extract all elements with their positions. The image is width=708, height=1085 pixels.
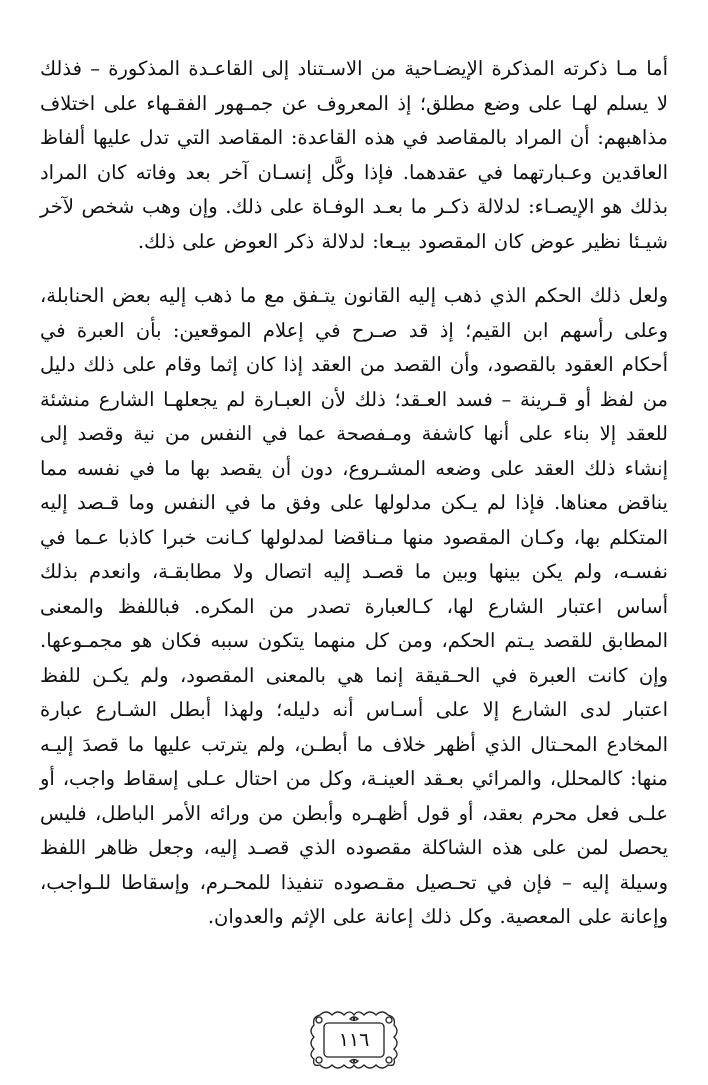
paragraph-1: أما مـا ذكرته المذكرة الإيضـاحية من الاسـتناد إلى القاعـدة المذكورة – فذلك لا يسلم لهـا على وضع مطلق؛ إذ المعروف عن جمـهور الفقـهاء على اختلاف مذاهبهم: أن المراد بالمقاصد في هذه القاعدة: المقاصد التي تدل عليها ألفاظ العاقدين وعـبارتهما في عقدهما. فإذا وكَّل إنسـان آخر بعد وفاته كان المراد بذلك هو الإيصـاء: لدلالة ذكـر ما بعـد الوفـاة على ذلك. وإن وهب شخص لآخر شيـئا نظير عوض كان المقصود بيـعا: لدلالة ذكر العوض على ذلك. [40,57,668,253]
page-number-ornament [306,1007,402,1073]
page-body [40,52,668,935]
page-number: ١١٦ [338,1029,370,1051]
paragraph-2: ولعل ذلك الحكم الذي ذهب إليه القانون يتـفق مع ما ذهب إليه بعض الحنابلة، وعلى رأسهم ابن القيم؛ إذ قد صـرح في إعلام الموقعين: بأن العبرة في أحكام العقود بالقصود، وأن القصد من العقد إذا كان إثما وقام على ذلك دليل من لفظ أو قـرينة – فسد العـقد؛ ذلك لأن العبـارة لم يجعلهـا الشارع منشئة للعقد إلا بناء على أنها كاشفة ومـفصحة عما في النفس من نية وقصد إلى إنشاء ذلك العقد على وضعه المشـروع، دون أن يقصد بها ما في نفسه مما يناقض معناها. فإذا لم يـكن مدلولها على وفق ما في النفس وما قـصد إليه المتكلم بها، وكـان المقصود منها مـناقضا لمدلولها كـانت خبرا كاذبا عـما في نفسـه، ولم يكن بينها وبين ما قصـد إليه اتصال ولا مطابقـة، وانعدم بذلك أساس اعتبار الشارع لها، كـالعبارة تصدر من المكره. فباللفظ والمعنى المطابق للقصد يـتم الحكم، ومن كل منهما يتكون سببه فكان هو مجمـوعها. وإن كانت العبرة في الحـقيقة إنما هي بالمعنى المقصود، ولم يكـن للفظ اعتبار لدى الشارع إلا على أسـاس أنه دليله؛ ولهذا أبطل الشـارع عبارة المخادع المحـتال الذي أظهر خلاف ما أبطـن، ولم يترتب عليها ما قصدَ إليـه منها: كالمحلل، والمرائي بعـقد العينـة، وكل من احتال عـلى إسقاط واجب، أو علـى فعل محرم بعقد، أو قول أظهـره وأبطن من ورائه الأمر الباطل، فليس يحصل لمن على هذه الشاكلة مقصوده الذي قصـد إليه، وجعل ظاهر اللفظ وسيلة إليه – فإن في تحـصيل مقـصوده تنفيذا للمحـرم، وإسقاطا للـواجب، وإعانة على المعصية. وكل ذلك إعانة على الإثم والعدوان. [40,284,669,928]
